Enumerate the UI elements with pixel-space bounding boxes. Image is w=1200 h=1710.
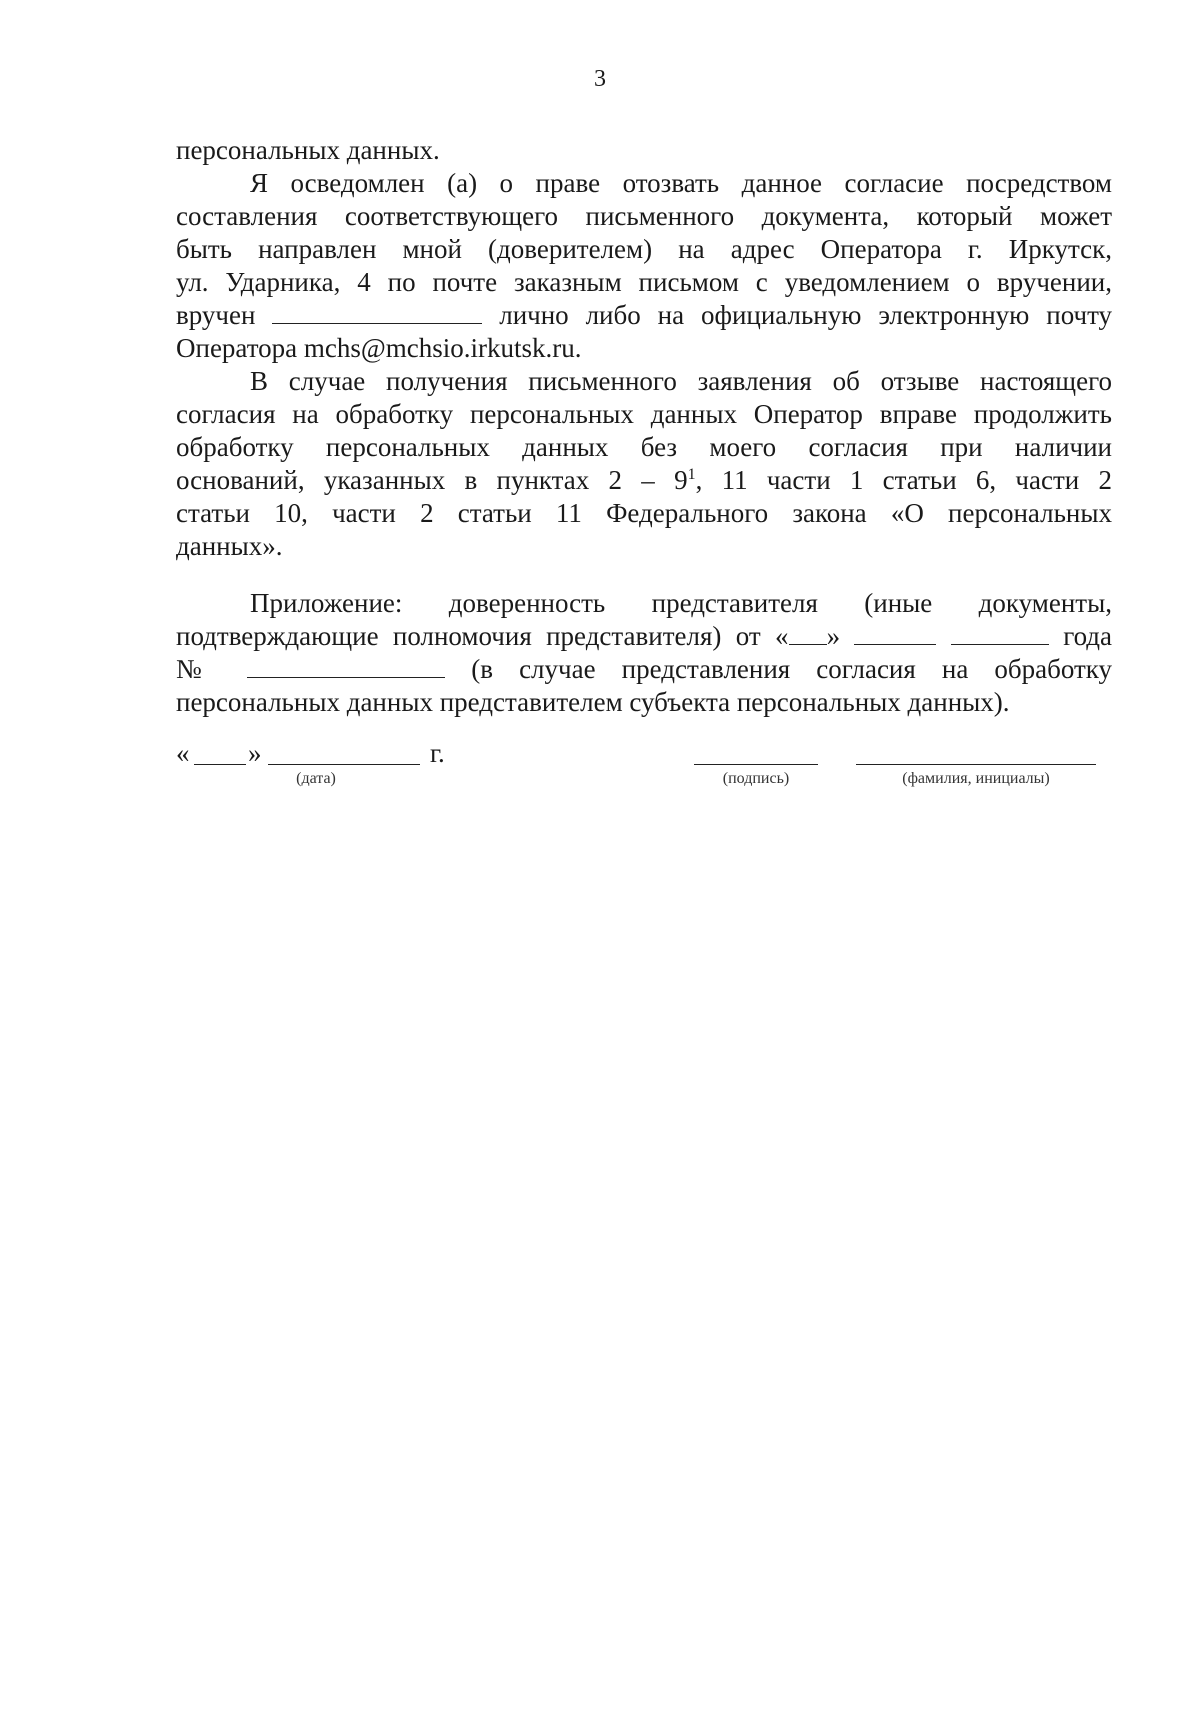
- para3-line1: В случае получения письменного заявления об отзыве настоящего: [250, 366, 1112, 396]
- signature-line: [694, 764, 818, 765]
- para2-line5-end: лично либо на официальную электронную почту: [499, 300, 1113, 330]
- date-quote-open: «: [176, 738, 190, 768]
- superscript: 1: [687, 466, 696, 483]
- name-caption: (фамилия, инициалы): [902, 770, 1050, 787]
- appendix-line2-end: года: [1063, 621, 1113, 651]
- para3-line3: обработку персональных данных без моего согласия при наличии: [176, 432, 1112, 462]
- paragraph-continuation: [176, 365, 1112, 563]
- month-blank: [854, 622, 936, 645]
- para3-line6: данных».: [176, 531, 283, 561]
- page-number: 3: [594, 66, 606, 92]
- day-blank: [789, 622, 827, 645]
- para2-line5-start: вручен: [176, 300, 256, 330]
- signature-block: [176, 738, 1112, 798]
- paragraph-revocation: [176, 167, 1112, 365]
- appendix-line1: Приложение: доверенность представителя (иные документы,: [250, 588, 1112, 618]
- appendix-line4: персональных данных представителем субъекта персональных данных).: [176, 687, 1010, 717]
- date-day-line: [194, 764, 246, 765]
- para3-line2: согласия на обработку персональных данных Оператор вправе продолжить: [176, 399, 1112, 429]
- paragraph-appendix: [176, 587, 1112, 719]
- appendix-line3-end: (в случае представления согласия на обработку: [471, 654, 1113, 684]
- name-line: [856, 764, 1096, 765]
- para2-line6: Оператора mchs@mchsio.irkutsk.ru.: [176, 333, 582, 363]
- number-blank: [247, 655, 445, 678]
- appendix-line2-quote: »: [826, 621, 841, 651]
- appendix-line2-start: подтверждающие полномочия представителя) от «: [176, 621, 789, 651]
- para2-line4: ул. Ударника, 4 по почте заказным письмом с уведомлением о вручении,: [176, 267, 1112, 297]
- number-sign: №: [176, 654, 222, 684]
- date-caption: (дата): [296, 770, 336, 787]
- para3-line4: [176, 464, 1112, 497]
- para2-line3: быть направлен мной (доверителем) на адрес Оператора г. Иркутск,: [176, 234, 1112, 264]
- document-body: [176, 134, 1112, 719]
- year-blank: [951, 622, 1049, 645]
- para1-line: персональных данных.: [176, 135, 440, 165]
- para2-line2: составления соответствующего письменного документа, который может: [176, 201, 1112, 231]
- delivery-blank: [272, 301, 482, 324]
- appendix-line3: [176, 653, 1112, 686]
- para2-line1: Я осведомлен (а) о праве отозвать данное согласие посредством: [250, 168, 1112, 198]
- date-month-line: [268, 764, 420, 765]
- date-year-suffix: г.: [430, 738, 445, 768]
- para3-line4-end: , 11 части 1 статьи 6, части 2: [695, 465, 1112, 495]
- signature-caption: (подпись): [722, 770, 790, 787]
- para3-line5: статьи 10, части 2 статьи 11 Федерального закона «О персональных: [176, 498, 1112, 528]
- para3-line4-start: оснований, указанных в пунктах 2 – 9: [176, 465, 688, 495]
- date-quote-close: »: [248, 738, 262, 768]
- appendix-line2: [176, 620, 1112, 653]
- para2-line5: [176, 299, 1112, 332]
